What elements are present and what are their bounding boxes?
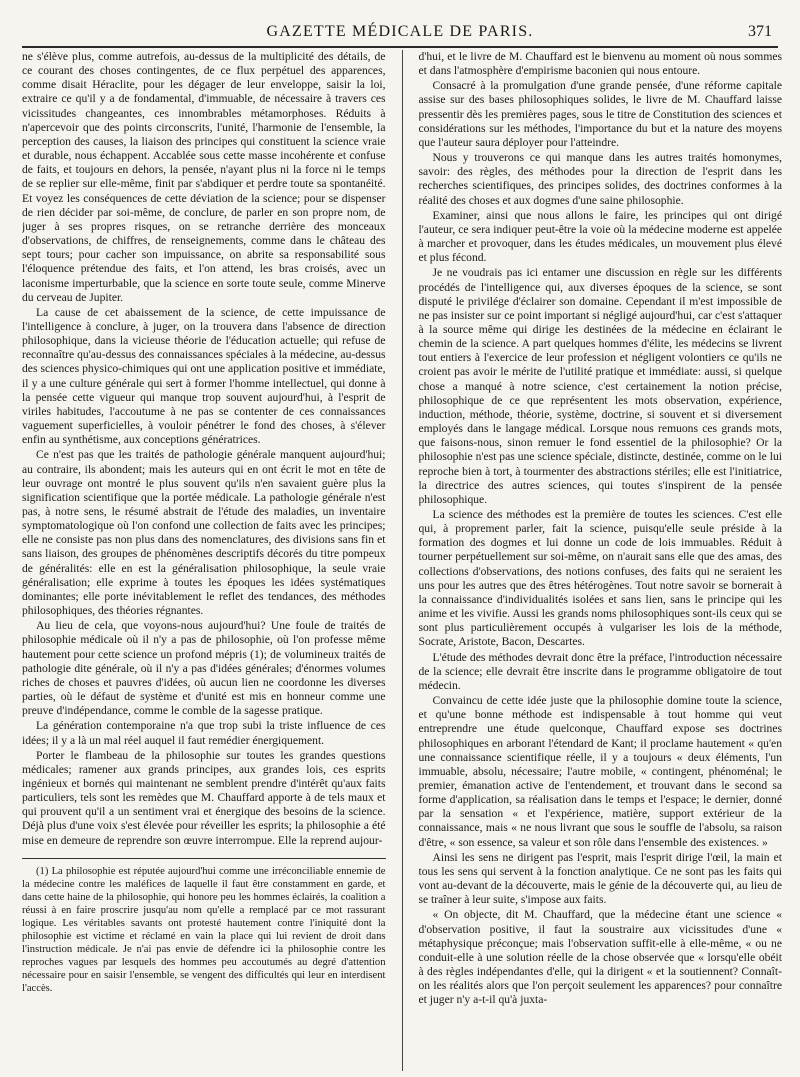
left-paragraph-1: ne s'élève plus, comme autrefois, au-dessus de la multiplicité des détails, de ce courant des choses contingentes, de ce flux perpétuel des apparences, comme disait Héraclite, pour les dégager de leur enveloppe, saisir la loi, extraire ce qu'il y a de fondamental, d'immuable, de nécessaire à travers ces vicissitudes changeantes, ces innombrables métamorphoses. Réduits à n'apercevoir que des points circonscrits, l'unité, l'harmonie de l'ensemble, la perception des causes, la liaison des principes qui constituent la science vraie et durable, nous échappent. Accablée sous cette masse incohérente et confuse de faits, et toujours en dehors, la pensée, n'ayant plus ni la force ni le temps de se replier sur elle-même, finit par s'abdiquer et perdre toute sa spontanéité. Et voyez les conséquences de cette déviation de la science; pour se dispenser de rien décider par soi-même, de conclure, de parler en son propre nom, de juger à ses propres risques, on se retranche derrière des monceaux d'observations, de chiffres, de renseignements, comme dans le château des sept tours; pour cacher son impuissance, on abrite sa responsabilité sous l'éloquence prétendue des faits, et l'on attend, les bras croisés, avec un laconisme imperturbable, que la science en sorte toute seule, comme Minerve du cerveau de Jupiter. (22, 50, 386, 304)
left-paragraph-4: Au lieu de cela, que voyons-nous aujourd'hui? Une foule de traités de philosophie médicale où il n'y a pas de philosophie, où l'on professe même hautement pour cette science un profond mépris (1); de volumineux traités de pathologie dite générale, où il n'y a pas d'idées générales; d'énormes volumes riches de choses et pauvres d'idées, où aucun lien ne coordonne les diverses parties, où le défaut de système et d'unité est mis en honneur comme une preuve d'indépendance, comme le comble de la sagesse pratique. (22, 619, 386, 718)
right-paragraph-8: Convaincu de cette idée juste que la philosophie domine toute la science, et qu'une bonne méthode est indispensable à tout homme qui veut entreprendre une étude quelconque, Chauffard expose ses doctrines philosophiques en arborant l'étendard de Kant; il proclame hautement « qu'en une connaissance scientifique réelle, il y a toujours « deux éléments, l'un immuable, absolu, nécessaire; l'autre mobile, « contingent, phénoménal; le premier, émanation active de l'entendement, et trouvant dans le second sa forme d'application, sa réalisation dans le temps et l'espace; le dernier, donné par la sensation « et l'expérience, matière, support extérieur de la connaissance, mais « ne nous livrant que sous le souffle de l'absolu, sa raison d'être, « son essence, sa valeur et son rôle dans l'ensemble des existences. » (418, 694, 782, 849)
journal-title: GAZETTE MÉDICALE DE PARIS. (266, 23, 534, 40)
right-paragraph-3: Nous y trouverons ce qui manque dans les autres traités homonymes, savoir: des règles, des méthodes pour la direction de l'esprit dans les recherches scientifiques, des principes solides, des doctrines conformes à la réalité des choses et aux dogmes d'une saine philosophie. (418, 151, 782, 207)
right-paragraph-2: Consacré à la promulgation d'une grande pensée, d'une réforme capitale assise sur des bases philosophiques solides, le livre de M. Chauffard laisse pressentir dès les premières pages, sous le titre de Constitution des sciences et considérations sur les méthodes, l'importance du but et la nature des moyens que l'auteur saura déployer pour l'atteindre. (418, 79, 782, 149)
right-column (419, 50, 783, 1071)
article-columns (22, 50, 782, 1071)
footnote-divider (22, 858, 386, 859)
page-number: 371 (748, 23, 772, 40)
right-paragraph-4: Examiner, ainsi que nous allons le faire, les principes qui ont dirigé l'auteur, ce sera indiquer peut-être la voie où la médecine moderne est appelée à marcher et provoquer, dans les études médicales, un mouvement plus élevé et plus fécond. (418, 208, 782, 265)
left-paragraph-5: La génération contemporaine n'a que trop subi la triste influence de ces idées; il y a là un mal réel auquel il faut remédier énergiquement. (22, 719, 386, 747)
right-paragraph-10: « On objecte, dit M. Chauffard, que la médecine étant une science « d'observation positive, il faut la soustraire aux vicissitudes d'une « métaphysique préconçue; mais l'observation suffit-elle à elle-même, « ou ne conduit-elle à une solution réelle de la chose observée que « lorsqu'elle obéit à des règles indépendantes d'elle, qui la dirigent « et la soutiennent? Connaît-on les réalités alors que l'on perçoit seulement les apparences? pour connaître et juger n'y a-t-il qu'à juxta- (418, 908, 782, 1007)
page-header (22, 10, 778, 48)
left-paragraph-2: La cause de cet abaissement de la science, de cette impuissance de l'intelligence à conclure, à juger, on la trouvera dans l'absence de direction philosophique, dans la vicieuse théorie de l'éducation actuelle; qui refuse de reconnaître qu'au-dessus des connaissances spéciales à la médecine, au-dessus des sciences physico-chimiques qui ont une application positive et immédiate, il y a une culture générale qui sert à former l'homme intellectuel, qui donne à la pensée cette vigueur qui manque trop souvent aujourd'hui, à l'esprit de viriles habitudes, l'accoutume à ne pas se contenter de ces connaissances vaguement superficielles, à vouloir pénétrer le fond des choses, à s'élever enfin au synthétisme, aux conceptions génératrices. (22, 305, 386, 447)
column-divider (402, 50, 403, 1071)
right-paragraph-5: Je ne voudrais pas ici entamer une discussion en règle sur les différents procédés de l'intelligence qui, aux diverses époques de la science, se sont disputé le privilége d'éclairer son domaine. Cependant il m'est impossible de ne pas insister sur ce point important si négligé aujourd'hui, car c'est s'attaquer à la source même qui dirige les destinées de la médecine en éclairant le chemin de la science. A part quelques hommes d'élite, les médecins se livrent tout entiers à l'exercice de leur profession et négligent volontiers ce qu'ils ne croient pas avoir le mérite de l'utilité pratique et immédiate: aussi, si quelque chose a manqué à notre science, c'est certainement la notion précise, philosophique de ce que représentent les mots observation, expérience, induction, méthode, théorie, système, doctrine, si souvent et si diversement employés dans le langage médical. Lorsque nous remuons ces grands mots, que faisons-nous, sinon remuer le fond essentiel de la philosophie? Or la philosophie n'est pas une science spéciale, distincte, destinée, comme on le lui reproche bien à tort, à tourmenter des abstractions stériles; elle est l'initiatrice, la directrice des autres sciences, qui toutes s'inspirent de la pensée philosophique. (418, 266, 782, 506)
right-paragraph-6: La science des méthodes est la première de toutes les sciences. C'est elle qui, à proprement parler, fait la science, puisqu'elle seule préside à la formation des dogmes et lui donne un code de lois immuables. Réduit à tourner perpétuellement sur soi-même, on n'aurait sans elle que des amas, des collections d'observations, des notions confuses, des faits qui ne seraient les uns pour les autres que des êtres hétérogènes. Tout notre savoir se bornerait à la connaissance d'individualités isolées et sans lien, sans le principe qui les anime et les vivifie. Aussi les grands noms philosophiques sont-ils ceux qui se sont plus particulièrement occupés à vulgariser les lois de la méthode, Socrate, Aristote, Bacon, Descartes. (418, 508, 782, 649)
footnote: (1) La philosophie est réputée aujourd'hui comme une irréconciliable ennemie de la médecine contre les maléfices de laquelle il faut être constamment en garde, et dans cette haine de la philosophie, qui honore peu les hommes éclairés, la coalition a réussi à en faire proscrire jusqu'au nom qu'elle a remplacé par ce mot rassurant logique. Les véritables savants ont protesté hautement contre l'iniquité dont la philosophie est victime et réclamé en vain la place qui lui revient de droit dans l'instruction médicale. Je n'ai pas envie de défendre ici la philosophie contre les reproches vagues par lesquels des hommes peu accoutumés au degré d'attention nécessaire pour en saisir l'ensemble, se vengent des difficultés qui leur en interdisent l'accès. (22, 865, 386, 994)
left-paragraph-3: Ce n'est pas que les traités de pathologie générale manquent aujourd'hui; au contraire, ils abondent; mais les auteurs qui en ont écrit le mot en tête de leur ouvrage ont montré le plus souvent qu'ils n'en savaient guère plus la signification scientifique que la portée médicale. La pathologie générale n'est pas, à notre sens, le résumé abstrait de l'étude des maladies, un inventaire symptomatologique où l'on confond une collection de faits avec les principes; elle ne consiste pas non plus dans des nomenclatures, des divisions sans fin et sans liaison, des groupes de phénomènes descriptifs décorés du titre pompeux de généralités: elle en est la généralisation philosophique, la seule vraie généralisation; elle exprime à toutes les époques les idées systématiques dominantes; elle porte inévitablement le reflet des tendances, des méthodes philosophiques, des théories régnantes. (22, 448, 386, 618)
left-column (22, 50, 386, 1071)
right-paragraph-9: Ainsi les sens ne dirigent pas l'esprit, mais l'esprit dirige l'œil, la main et tous les sens qui servent à la fonction analytique. Ce ne sont pas les faits qui vont au-devant de la découverte, mais le génie de la découverte qui, au lieu de se traîner à leur suite, s'impose aux faits. (418, 850, 782, 907)
right-paragraph-1: d'hui, et le livre de M. Chauffard est le bienvenu au moment où nous sommes et dans l'atmosphère d'empirisme baconien qui nous entoure. (418, 50, 782, 78)
left-paragraph-6: Porter le flambeau de la philosophie sur toutes les grandes questions médicales; ramener aux grands principes, aux grandes lois, ces esprits ingénieux et bornés qui maintenant ne semblent prendre d'intérêt qu'aux faits particuliers, tels sont les remèdes que M. Chauffard apporte à de tels maux et qui prouvent qu'il a un sentiment vrai et énergique des besoins de la science. Déjà plus d'une voix s'est élevée pour réveiller les esprits; la philosophie a été mise en demeure de reprendre son œuvre interrompue. Elle la reprend aujour- (22, 748, 386, 847)
right-paragraph-7: L'étude des méthodes devrait donc être la préface, l'introduction nécessaire de la science; elle devrait être inscrite dans le programme obligatoire de tout médecin. (418, 650, 782, 692)
